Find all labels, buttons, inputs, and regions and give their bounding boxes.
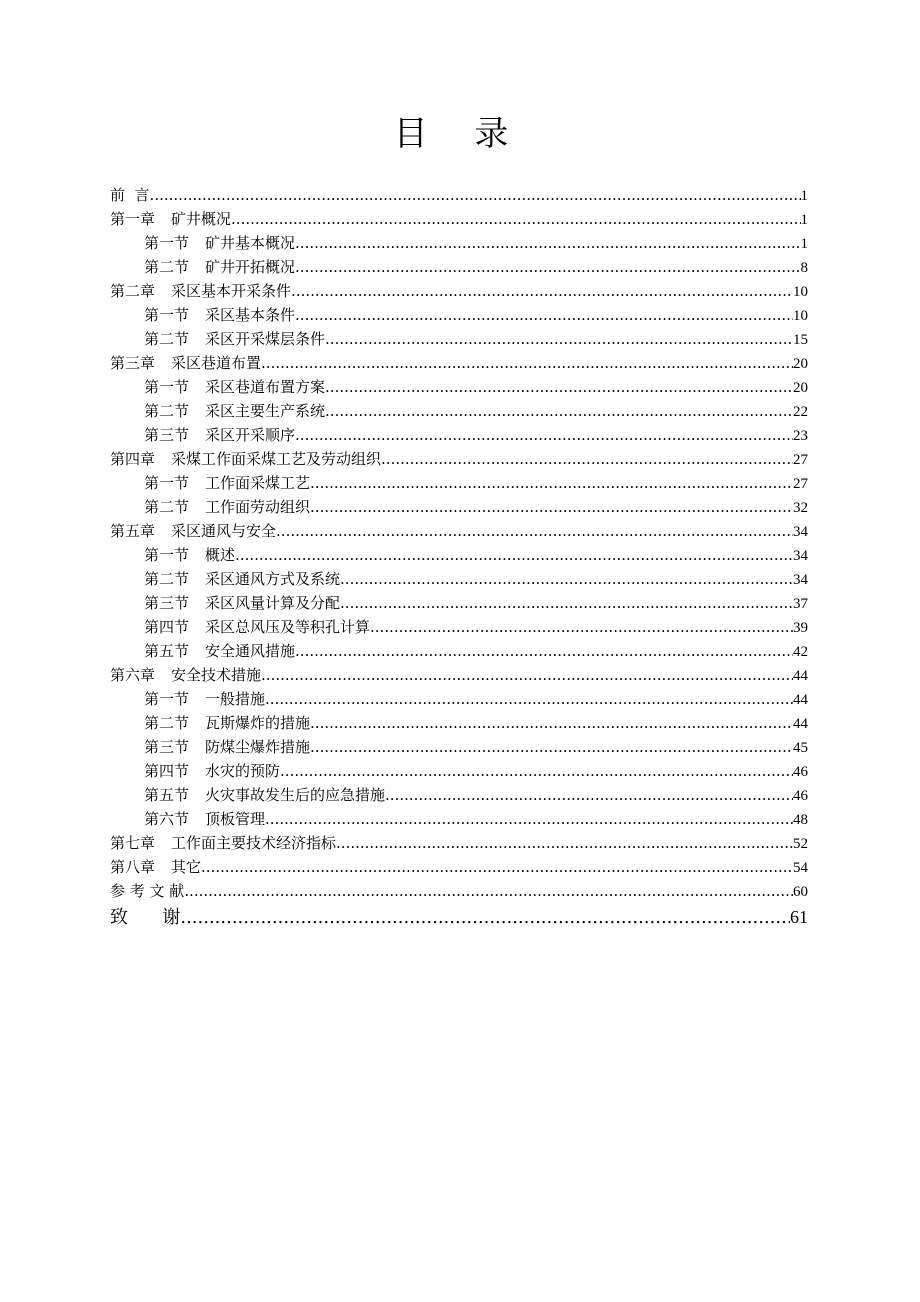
toc-page-number: 22 <box>793 404 808 420</box>
dot-leader <box>325 327 793 351</box>
toc-entry-label <box>144 567 340 591</box>
toc-entry[interactable] <box>110 783 808 807</box>
dot-leader <box>280 759 793 783</box>
toc-entry-number: 第五节 <box>144 642 190 660</box>
toc-page-number: 27 <box>793 452 808 468</box>
toc-page-number: 1 <box>800 188 808 204</box>
toc-entry[interactable] <box>110 543 808 567</box>
toc-page-number: 39 <box>793 620 808 636</box>
toc-entry-number: 参 考 文 献 <box>110 882 185 900</box>
toc-entry-number: 第六章 <box>110 666 156 684</box>
toc-entry-number: 第六节 <box>144 810 190 828</box>
dot-leader <box>295 255 800 279</box>
toc-page-number: 34 <box>793 548 808 564</box>
dot-leader <box>295 423 793 447</box>
toc-entry[interactable] <box>110 447 808 471</box>
dot-leader <box>336 831 793 855</box>
toc-entry-number: 第二节 <box>144 258 190 276</box>
toc-entry[interactable] <box>110 687 808 711</box>
toc-entry-label <box>144 231 295 255</box>
toc-entry-number: 第一节 <box>144 546 190 564</box>
toc-entry-title: 概述 <box>205 546 236 564</box>
toc-entry[interactable] <box>110 759 808 783</box>
toc-entry-label <box>144 759 280 783</box>
toc-entry-number: 第一节 <box>144 234 190 252</box>
toc-entry-label <box>144 783 385 807</box>
dot-leader <box>295 231 800 255</box>
toc-entry-label <box>110 831 336 855</box>
toc-entry-title: 采区巷道布置方案 <box>205 378 326 396</box>
toc-entry[interactable] <box>110 735 808 759</box>
toc-entry[interactable] <box>110 399 808 423</box>
toc-page-number: 48 <box>793 812 808 828</box>
dot-leader <box>325 399 793 423</box>
toc-entry[interactable] <box>110 639 808 663</box>
toc-entry-title: 顶板管理 <box>205 810 266 828</box>
toc-page-number: 20 <box>793 380 808 396</box>
toc-entry-number: 第二节 <box>144 330 190 348</box>
toc-entry-label <box>110 855 201 879</box>
toc-page-number: 34 <box>793 572 808 588</box>
toc-entry-label <box>144 375 325 399</box>
toc-page-number: 1 <box>800 236 808 252</box>
dot-leader <box>184 879 793 903</box>
toc-page-number: 44 <box>793 716 808 732</box>
toc-page-number: 34 <box>793 524 808 540</box>
dot-leader <box>265 807 793 831</box>
toc-entry-label <box>144 807 265 831</box>
dot-leader <box>310 711 793 735</box>
dot-leader <box>150 183 801 207</box>
toc-entry-number: 致 谢 <box>110 907 181 928</box>
toc-entry-title: 火灾事故发生后的应急措施 <box>205 786 386 804</box>
toc-entry-number: 第三节 <box>144 738 190 756</box>
toc-page-number: 60 <box>793 884 808 900</box>
toc-entry-title: 水灾的预防 <box>205 762 281 780</box>
toc-entry-number: 第三章 <box>110 354 156 372</box>
toc-page-number: 10 <box>793 308 808 324</box>
toc-entry-label <box>144 423 295 447</box>
toc-entry-title: 矿井基本概况 <box>205 234 296 252</box>
dot-leader <box>261 351 793 375</box>
toc-page-number: 42 <box>793 644 808 660</box>
toc-entry[interactable] <box>110 375 808 399</box>
dot-leader <box>310 495 793 519</box>
toc-entry[interactable] <box>110 615 808 639</box>
toc-entry-label <box>144 399 325 423</box>
toc-entry[interactable] <box>110 711 808 735</box>
toc-entry[interactable] <box>110 519 808 543</box>
toc-entry[interactable] <box>110 591 808 615</box>
toc-entry-number: 第一节 <box>144 306 190 324</box>
toc-entry-title: 工作面主要技术经济指标 <box>171 834 337 852</box>
toc-entry-label <box>144 711 310 735</box>
toc-entry-label <box>110 207 231 231</box>
toc-entry-title: 瓦斯爆炸的措施 <box>205 714 311 732</box>
dot-leader <box>340 567 793 591</box>
toc-entry-label <box>144 543 235 567</box>
toc-entry[interactable] <box>110 663 808 687</box>
toc-page-number: 10 <box>793 284 808 300</box>
toc-entry[interactable] <box>110 351 808 375</box>
toc-entry[interactable] <box>110 327 808 351</box>
toc-entry[interactable] <box>110 279 808 303</box>
table-of-contents <box>110 183 808 931</box>
toc-page-number: 37 <box>793 596 808 612</box>
dot-leader <box>381 447 793 471</box>
dot-leader <box>310 471 793 495</box>
toc-entry-title: 工作面采煤工艺 <box>205 474 311 492</box>
toc-entry-title: 采区基本开采条件 <box>171 282 292 300</box>
toc-entry-title: 采区基本条件 <box>205 306 296 324</box>
toc-entry[interactable] <box>110 255 808 279</box>
dot-leader <box>385 783 793 807</box>
toc-page-number: 32 <box>793 500 808 516</box>
toc-entry[interactable] <box>110 495 808 519</box>
toc-page-number: 46 <box>793 788 808 804</box>
dot-leader <box>201 855 793 879</box>
toc-entry-label <box>110 183 150 207</box>
toc-entry[interactable] <box>110 231 808 255</box>
dot-leader <box>291 279 793 303</box>
dot-leader <box>295 303 793 327</box>
toc-page-number: 54 <box>793 860 808 876</box>
page-title: 目 录 <box>393 114 527 154</box>
dot-leader <box>310 735 793 759</box>
toc-entry-label <box>144 255 295 279</box>
toc-entry-title: 工作面劳动组织 <box>205 498 311 516</box>
toc-entry-number: 第四章 <box>110 450 156 468</box>
toc-entry-title: 采区通风与安全 <box>171 522 277 540</box>
toc-entry-number: 第五章 <box>110 522 156 540</box>
toc-entry-title: 采区通风方式及系统 <box>205 570 341 588</box>
toc-entry-title: 采区主要生产系统 <box>205 402 326 420</box>
toc-entry-label <box>144 303 295 327</box>
toc-entry-number: 第一章 <box>110 210 156 228</box>
toc-entry-title: 安全通风措施 <box>205 642 296 660</box>
toc-entry-label <box>144 615 370 639</box>
toc-entry-title: 采区开采顺序 <box>205 426 296 444</box>
toc-entry[interactable] <box>110 879 808 903</box>
dot-leader <box>261 663 793 687</box>
toc-entry-title: 安全技术措施 <box>171 666 262 684</box>
toc-page-number: 46 <box>793 764 808 780</box>
toc-entry-title: 采区风量计算及分配 <box>205 594 341 612</box>
toc-entry-title: 矿井开拓概况 <box>205 258 296 276</box>
toc-entry-title: 其它 <box>171 858 202 876</box>
toc-entry-number: 前 言 <box>110 186 150 204</box>
dot-leader <box>180 904 790 932</box>
toc-entry-number: 第二节 <box>144 498 190 516</box>
toc-page-number: 1 <box>800 212 808 228</box>
dot-leader <box>235 543 793 567</box>
toc-page-number: 23 <box>793 428 808 444</box>
toc-entry-title: 矿井概况 <box>171 210 232 228</box>
dot-leader <box>231 207 800 231</box>
toc-entry-label <box>144 327 325 351</box>
toc-page-number: 61 <box>790 907 808 927</box>
toc-entry-label <box>144 639 295 663</box>
dot-leader <box>325 375 793 399</box>
toc-entry[interactable] <box>110 207 808 231</box>
toc-entry-label <box>110 351 261 375</box>
toc-entry-title: 采区巷道布置 <box>171 354 262 372</box>
toc-entry-label <box>144 495 310 519</box>
toc-entry-number: 第一节 <box>144 690 190 708</box>
toc-entry-number: 第二节 <box>144 714 190 732</box>
toc-entry-number: 第七章 <box>110 834 156 852</box>
dot-leader <box>295 639 793 663</box>
toc-entry[interactable] <box>110 471 808 495</box>
toc-entry[interactable] <box>110 855 808 879</box>
toc-entry[interactable] <box>110 903 808 931</box>
toc-page-number: 20 <box>793 356 808 372</box>
toc-entry[interactable] <box>110 567 808 591</box>
dot-leader <box>340 591 793 615</box>
toc-entry-label <box>110 279 291 303</box>
dot-leader <box>276 519 793 543</box>
toc-entry[interactable] <box>110 423 808 447</box>
toc-entry-label <box>144 687 265 711</box>
toc-entry-number: 第一节 <box>144 378 190 396</box>
toc-page-number: 44 <box>793 668 808 684</box>
toc-entry-number: 第二节 <box>144 570 190 588</box>
toc-page-number: 27 <box>793 476 808 492</box>
toc-page-number: 15 <box>793 332 808 348</box>
toc-entry-number: 第三节 <box>144 426 190 444</box>
toc-entry-number: 第二章 <box>110 282 156 300</box>
toc-entry-title: 一般措施 <box>205 690 266 708</box>
toc-entry-label <box>110 904 180 932</box>
toc-entry-title: 采煤工作面采煤工艺及劳动组织 <box>171 450 382 468</box>
toc-entry-number: 第二节 <box>144 402 190 420</box>
toc-page-number: 44 <box>793 692 808 708</box>
toc-entry-label <box>144 471 310 495</box>
toc-entry[interactable] <box>110 807 808 831</box>
toc-entry-label <box>110 879 184 903</box>
toc-page-number: 45 <box>793 740 808 756</box>
toc-entry-label <box>110 663 261 687</box>
toc-entry-number: 第三节 <box>144 594 190 612</box>
toc-entry-number: 第八章 <box>110 858 156 876</box>
toc-entry-number: 第四节 <box>144 618 190 636</box>
toc-entry-title: 采区开采煤层条件 <box>205 330 326 348</box>
toc-entry[interactable] <box>110 831 808 855</box>
toc-entry-label <box>144 735 310 759</box>
dot-leader <box>370 615 793 639</box>
dot-leader <box>265 687 793 711</box>
toc-entry-label <box>110 519 276 543</box>
toc-entry-label <box>144 591 340 615</box>
toc-entry[interactable] <box>110 183 808 207</box>
toc-entry-label <box>110 447 381 471</box>
toc-entry-number: 第四节 <box>144 762 190 780</box>
toc-page-number: 52 <box>793 836 808 852</box>
toc-entry-number: 第五节 <box>144 786 190 804</box>
toc-entry-title: 防煤尘爆炸措施 <box>205 738 311 756</box>
toc-page-number: 8 <box>800 260 808 276</box>
toc-entry[interactable] <box>110 303 808 327</box>
toc-entry-title: 采区总风压及等积孔计算 <box>205 618 371 636</box>
toc-entry-number: 第一节 <box>144 474 190 492</box>
